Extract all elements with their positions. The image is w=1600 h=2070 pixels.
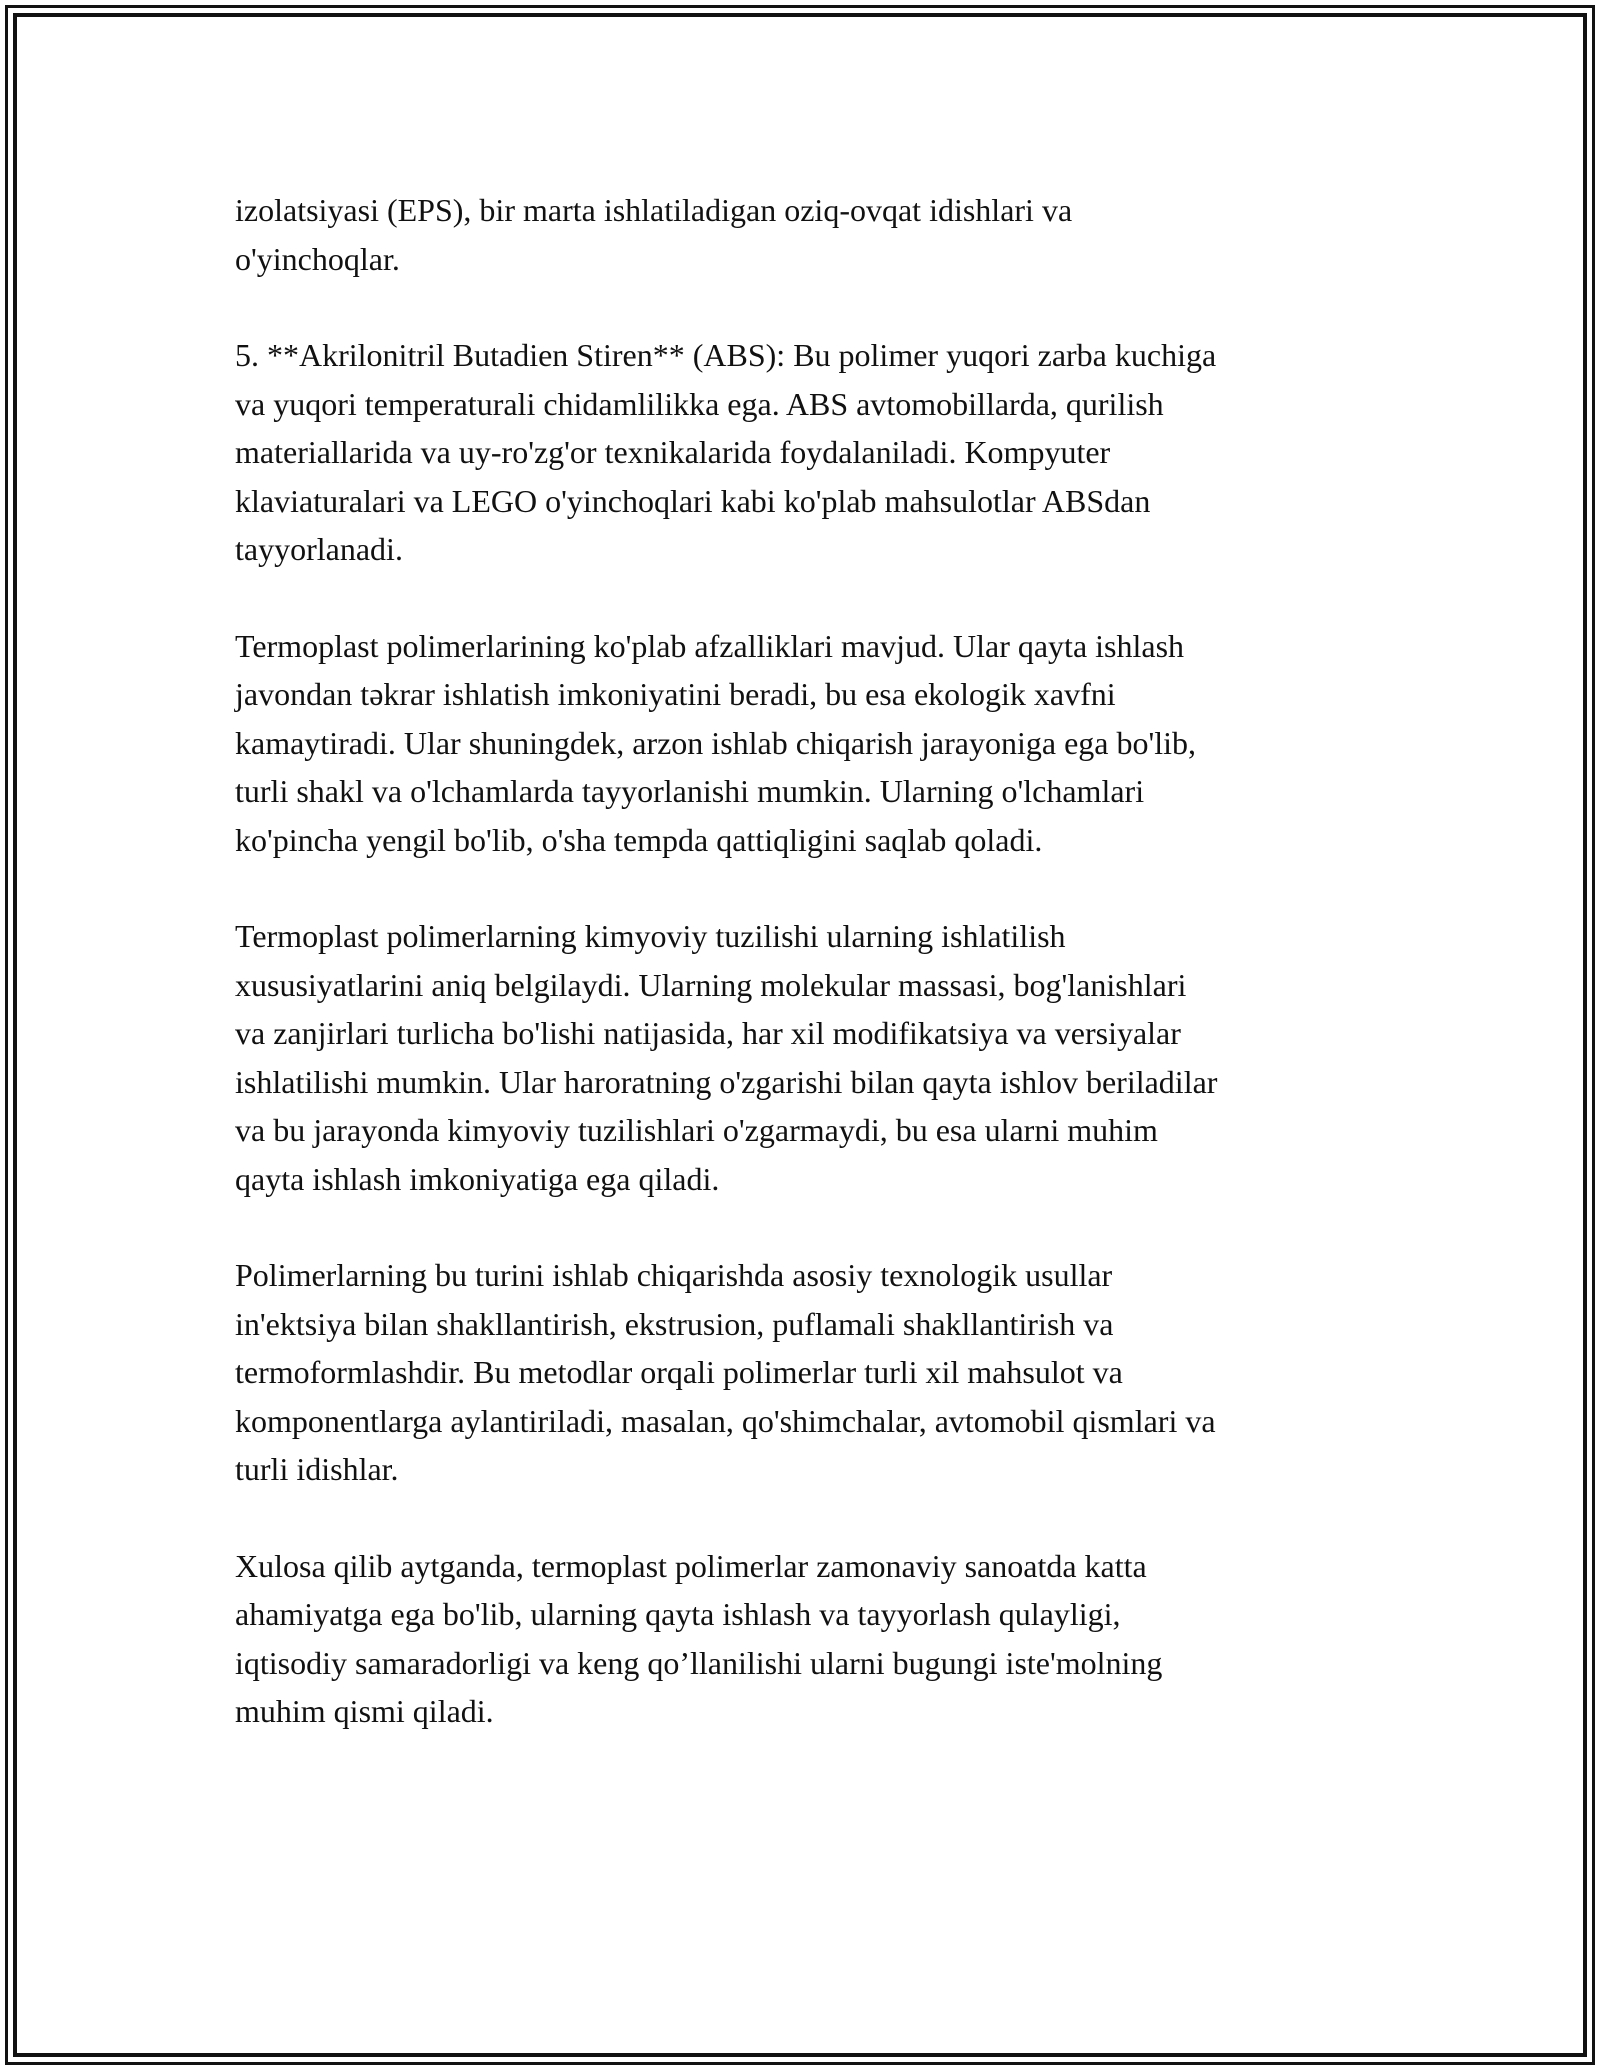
paragraph-advantages [235, 622, 1375, 865]
document-body [235, 186, 1375, 1784]
text-line: 5. **Akrilonitril Butadien Stiren** (ABS): Bu polimer yuqori zarba kuchiga [235, 337, 1217, 373]
text-line: klaviaturalari va LEGO o'yinchoqlari kabi ko'plab mahsulotlar ABSdan [235, 482, 1151, 519]
text-line: in'ektsiya bilan shakllantirish, ekstrusion, puflamali shakllantirish va [235, 1305, 1114, 1342]
paragraph-eps-continuation [235, 186, 1375, 283]
text-line: va zanjirlari turlicha bo'lishi natijasida, har xil modifikatsiya va versiyalar [235, 1015, 1181, 1051]
text-line: qayta ishlash imkoniyatiga ega qiladi. [235, 1160, 720, 1197]
text-line: Polimerlarning bu turini ishlab chiqarishda asosiy texnologik usullar [235, 1257, 1113, 1293]
text-line: kamaytiradi. Ular shuningdek, arzon ishlab chiqarish jarayoniga ega bo'lib, [235, 724, 1197, 761]
text-line: turli idishlar. [235, 1451, 399, 1487]
text-line: termoformlashdir. Bu metodlar orqali polimerlar turli xil mahsulot va [235, 1354, 1123, 1390]
text-line: ahamiyatga ega bo'lib, ularning qayta ishlash va tayyorlash qulayligi, [235, 1596, 1121, 1632]
text-line: izolatsiyasi (EPS), bir marta ishlatiladigan oziq-ovqat idishlari va [235, 192, 1073, 228]
text-line: iqtisodiy samaradorligi va keng qo’llanilishi ularni bugungi iste'molning [235, 1644, 1163, 1681]
text-line: Termoplast polimerlarning kimyoviy tuzilishi ularning ishlatilish [235, 918, 1066, 954]
text-line: materiallarida va uy-ro'zg'or texnikalarida foydalaniladi. Kompyuter [235, 434, 1111, 470]
text-line: komponentlarga aylantiriladi, masalan, qo'shimchalar, avtomobil qismlari va [235, 1402, 1216, 1439]
paragraph-abs [235, 331, 1375, 574]
text-line: ko'pincha yengil bo'lib, o'sha tempda qattiqligini saqlab qoladi. [235, 821, 1043, 858]
paragraph-conclusion [235, 1542, 1375, 1736]
text-line: Termoplast polimerlarining ko'plab afzalliklari mavjud. Ular qayta ishlash [235, 627, 1185, 664]
text-line: va yuqori temperaturali chidamlilikka ega. ABS avtomobillarda, qurilish [235, 385, 1164, 422]
text-line: o'yinchoqlar. [235, 240, 400, 277]
paragraph-manufacturing-methods [235, 1251, 1375, 1494]
text-line: xususiyatlarini aniq belgilaydi. Ularning molekular massasi, bog'lanishlari [235, 966, 1187, 1003]
text-line: tayyorlanadi. [235, 531, 403, 567]
text-line: muhim qismi qiladi. [235, 1693, 494, 1729]
paragraph-chemical-structure [235, 912, 1375, 1203]
text-line: Xulosa qilib aytganda, termoplast polimerlar zamonaviy sanoatda katta [235, 1547, 1147, 1584]
text-line: javondan təkrar ishlatish imkoniyatini beradi, bu esa ekologik xavfni [235, 676, 1116, 712]
text-line: ishlatilishi mumkin. Ular haroratning o'zgarishi bilan qayta ishlov beriladilar [235, 1063, 1218, 1100]
text-line: va bu jarayonda kimyoviy tuzilishlari o'zgarmaydi, bu esa ularni muhim [235, 1112, 1158, 1148]
text-line: turli shakl va o'lchamlarda tayyorlanishi mumkin. Ularning o'lchamlari [235, 773, 1145, 809]
